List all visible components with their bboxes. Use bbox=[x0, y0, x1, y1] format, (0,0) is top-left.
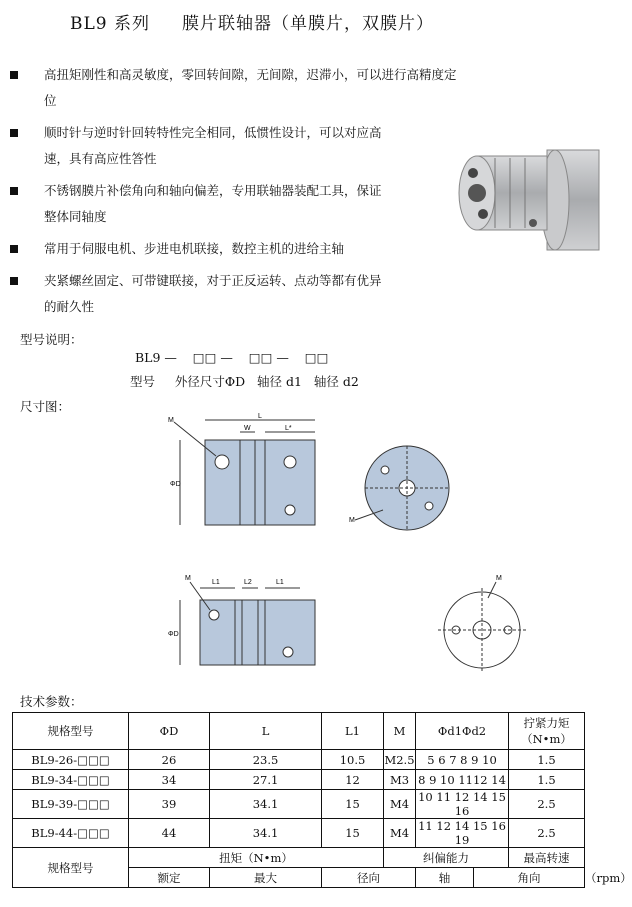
tech-heading: 技术参数： bbox=[20, 694, 83, 709]
svg-text:L*: L* bbox=[285, 425, 292, 432]
bullet-square-icon bbox=[10, 245, 18, 253]
dimension-heading: 尺寸图： bbox=[20, 399, 71, 414]
svg-text:W: W bbox=[244, 425, 251, 432]
svg-text:M: M bbox=[496, 575, 502, 582]
feature-item: 高扭矩刚性和高灵敏度，零回转间隙，无间隙，迟滞小，可以进行高精度定位 bbox=[8, 62, 458, 114]
table-header-row: 规格型号 ΦD L L1 M Φd1Φd2 拧紧力矩 （N•m） bbox=[13, 713, 585, 750]
single-diaphragm-end-drawing bbox=[345, 440, 455, 540]
double-diaphragm-side-drawing bbox=[160, 570, 335, 680]
feature-item: 顺时针与逆时针回转特性完全相同，低惯性设计，可以对应高 速，具有高应性答性 bbox=[8, 120, 458, 172]
single-diaphragm-side-drawing bbox=[160, 410, 335, 530]
table-row: BL9-34-□□□ 34 27.1 12 M3 8 9 10 1112 14 1.5 bbox=[13, 770, 585, 790]
bullet-square-icon bbox=[10, 129, 18, 137]
model-desc-line: 型号 外径尺寸ΦD 轴径 d1 轴径 d2 bbox=[130, 374, 359, 389]
double-diaphragm-end-drawing bbox=[430, 568, 540, 678]
coupling-product-photo bbox=[455, 128, 600, 258]
feature-item: 夹紧螺丝固定、可带键联接，对于正反运转、点动等都有优异 的耐久性 bbox=[8, 268, 458, 320]
bullet-square-icon bbox=[10, 277, 18, 285]
bullet-square-icon bbox=[10, 71, 18, 79]
spec-table bbox=[12, 712, 632, 888]
feature-item: 常用于伺服电机、步进电机联接，数控主机的进给主轴 bbox=[8, 236, 458, 262]
bullet-square-icon bbox=[10, 187, 18, 195]
svg-text:M: M bbox=[185, 575, 191, 582]
table-row: BL9-26-□□□ 26 23.5 10.5 M2.5 5 6 7 8 9 10 1.5 bbox=[13, 750, 585, 770]
table-row: BL9-39-□□□ 39 34.1 15 M4 10 11 12 14 15 16 2.5 bbox=[13, 790, 585, 819]
svg-text:L1: L1 bbox=[212, 579, 220, 586]
model-code-line: BL9 — □□ — □□ — □□ bbox=[135, 350, 329, 365]
svg-text:ΦD: ΦD bbox=[168, 631, 179, 638]
svg-text:M: M bbox=[168, 417, 174, 424]
table-footer-row: 规格型号 扭矩（N•m） 纠偏能力 最高转速 bbox=[13, 848, 585, 868]
svg-text:ΦD: ΦD bbox=[170, 481, 181, 488]
svg-text:L2: L2 bbox=[244, 579, 252, 586]
svg-text:L: L bbox=[258, 413, 262, 420]
svg-text:M: M bbox=[349, 517, 355, 524]
feature-item: 不锈钢膜片补偿角向和轴向偏差，专用联轴器装配工具，保证 整体同轴度 bbox=[8, 178, 458, 230]
svg-text:L1: L1 bbox=[276, 579, 284, 586]
model-heading: 型号说明： bbox=[20, 332, 83, 347]
feature-list bbox=[8, 62, 458, 326]
table-footer-row: 额定 最大 径向 轴 角向 （rpm） bbox=[13, 868, 585, 888]
page-title: BL9 系列 膜片联轴器（单膜片，双膜片） bbox=[70, 14, 435, 34]
table-row: BL9-44-□□□ 44 34.1 15 M4 11 12 14 15 16 19 2.5 bbox=[13, 819, 585, 848]
